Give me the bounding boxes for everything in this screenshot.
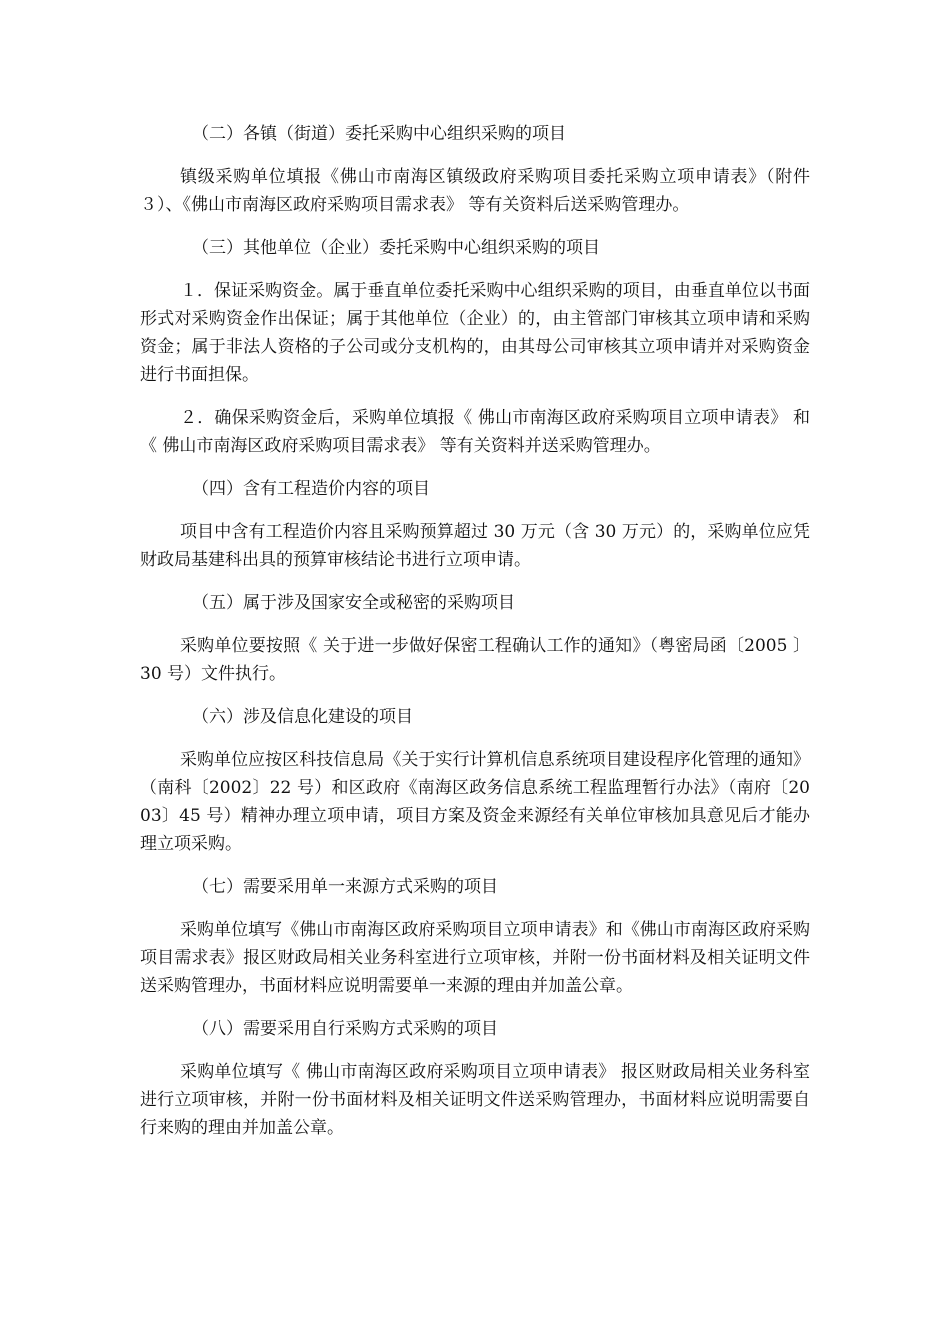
document-body xyxy=(140,120,810,1157)
section-heading-2: （二）各镇（街道）委托采购中心组织采购的项目 xyxy=(192,124,566,144)
section-heading-7: （七）需要采用单一来源方式采购的项目 xyxy=(192,877,498,897)
section-2-paragraph-1: 镇级采购单位填报《佛山市南海区镇级政府采购项目委托采购立项申请表》（附件３）、《佛山市南海区政府采购项目需求表》 等有关资料后送采购管理办。 xyxy=(140,167,810,215)
section-7-paragraph-1: 采购单位填写《佛山市南海区政府采购项目立项申请表》和《佛山市南海区政府采购项目需求表》报区财政局相关业务科室进行立项审核，并附一份书面材料及相关证明文件送采购管理办，书面材料应说明需要单一来源的理由并加盖公章。 xyxy=(140,920,810,996)
section-heading-8: （八）需要采用自行采购方式采购的项目 xyxy=(192,1019,498,1039)
section-8-paragraph-1: 采购单位填写《 佛山市南海区政府采购项目立项申请表》 报区财政局相关业务科室进行立项审核，并附一份书面材料及相关证明文件送采购管理办，书面材料应说明需要自行来购的理由并加盖公章。 xyxy=(140,1062,810,1138)
section-4-paragraph-1: 项目中含有工程造价内容且采购预算超过 30 万元（含 30 万元）的，采购单位应凭财政局基建科出具的预算审核结论书进行立项申请。 xyxy=(140,522,810,570)
section-heading-6: （六）涉及信息化建设的项目 xyxy=(192,707,413,727)
section-heading-5: （五）属于涉及国家安全或秘密的采购项目 xyxy=(192,593,515,613)
section-heading-4: （四）含有工程造价内容的项目 xyxy=(192,479,430,499)
section-5-paragraph-1: 采购单位要按照《 关于进一步做好保密工程确认工作的通知》（粤密局函〔2005 〕30 号）文件执行。 xyxy=(140,636,810,684)
section-heading-3: （三）其他单位（企业）委托采购中心组织采购的项目 xyxy=(192,238,600,258)
section-6-paragraph-1: 采购单位应按区科技信息局《关于实行计算机信息系统项目建设程序化管理的通知》（南科〔2002〕22 号）和区政府《南海区政务信息系统工程监理暂行办法》（南府〔2003〕45 号）精神办理立项申请，项目方案及资金来源经有关单位审核加具意见后才能办理立项采购。 xyxy=(140,750,810,854)
section-3-paragraph-2: ２．确保采购资金后，采购单位填报《 佛山市南海区政府采购项目立项申请表》 和《 佛山市南海区政府采购项目需求表》 等有关资料并送采购管理办。 xyxy=(140,408,810,456)
section-3-paragraph-1: １．保证采购资金。属于垂直单位委托采购中心组织采购的项目，由垂直单位以书面形式对采购资金作出保证；属于其他单位（企业）的，由主管部门审核其立项申请和采购资金；属于非法人资格的子公司或分支机构的，由其母公司审核其立项申请并对采购资金进行书面担保。 xyxy=(140,281,810,385)
